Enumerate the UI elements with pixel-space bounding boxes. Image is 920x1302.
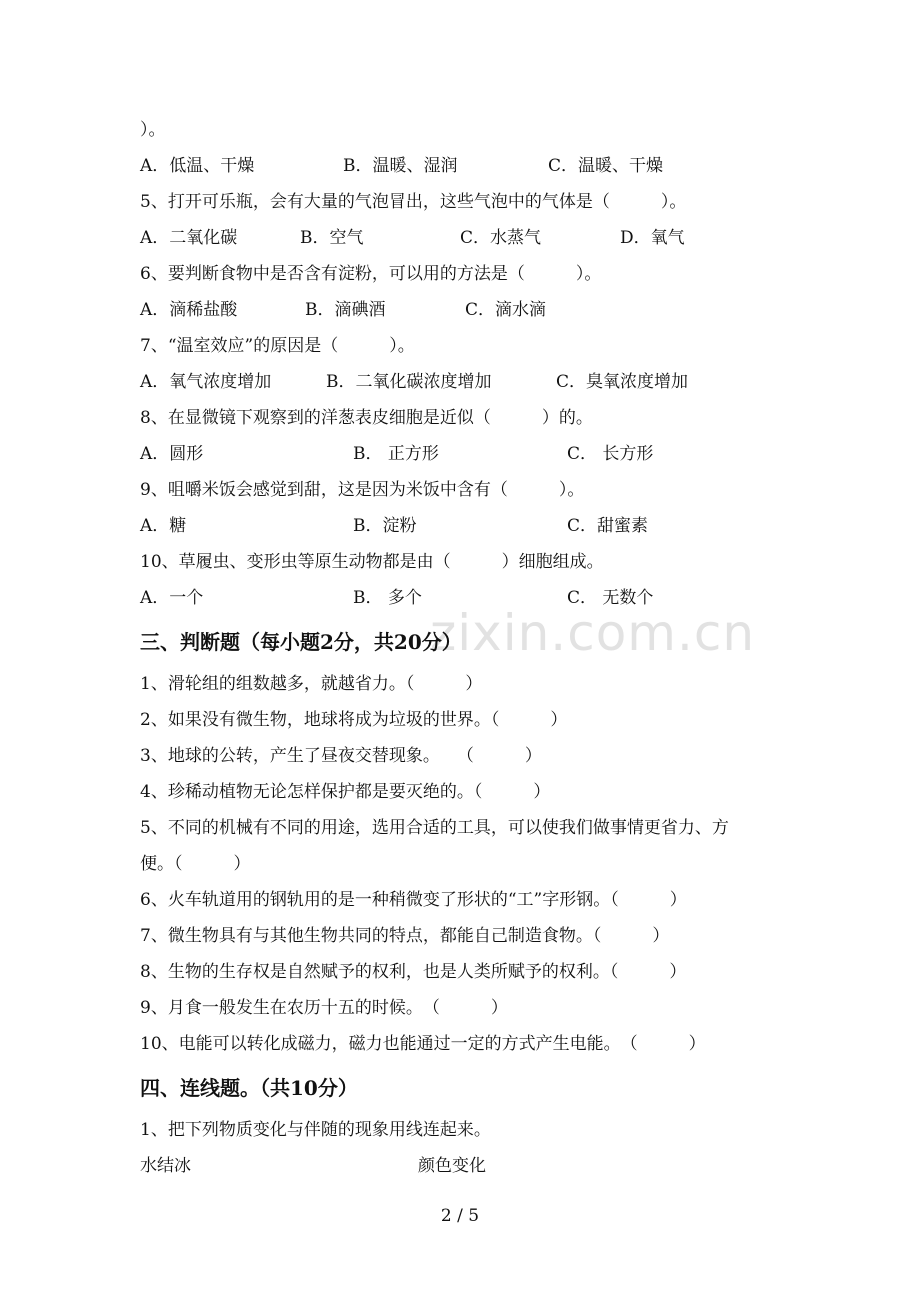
q9-option-b: B．淀粉 — [353, 516, 417, 536]
judgement-item-8: 8、生物的生存权是自然赋予的权利，也是人类所赋予的权利。（ ） — [140, 962, 687, 982]
q7-option-a: A．氧气浓度增加 — [140, 372, 272, 392]
q10-option-c: C． 无数个 — [567, 588, 654, 608]
judgement-item-3: 3、地球的公转，产生了昼夜交替现象。 （ ） — [140, 746, 542, 766]
question-5: 5、打开可乐瓶，会有大量的气泡冒出，这些气泡中的气体是（ ）。 — [140, 192, 687, 212]
question-8: 8、在显微镜下观察到的洋葱表皮细胞是近似（ ）的。 — [140, 408, 593, 428]
q10-option-b: B． 多个 — [353, 588, 422, 608]
q5-option-a: A．二氧化碳 — [140, 228, 238, 248]
judgement-item-4: 4、珍稀动植物无论怎样保护都是要灭绝的。（ ） — [140, 782, 551, 802]
q6-option-a: A．滴稀盐酸 — [140, 300, 238, 320]
matching-right-item: 颜色变化 — [418, 1156, 486, 1176]
q8-option-b: B． 正方形 — [353, 444, 439, 464]
q8-option-c: C． 长方形 — [567, 444, 654, 464]
judgement-item-9: 9、月食一般发生在农历十五的时候。 （ ） — [140, 998, 508, 1018]
judgement-item-5-line-2: 便。（ ） — [140, 854, 251, 874]
judgement-item-7: 7、微生物具有与其他生物共同的特点，都能自己制造食物。（ ） — [140, 926, 670, 946]
q9-option-c: C．甜蜜素 — [567, 516, 649, 536]
section-3-title: 三、判断题（每小题2分，共20分） — [140, 630, 462, 654]
q5-option-d: D．氧气 — [620, 228, 685, 248]
matching-left-item: 水结冰 — [140, 1156, 191, 1176]
q7-option-c: C．臭氧浓度增加 — [556, 372, 689, 392]
judgement-item-10: 10、电能可以转化成磁力，磁力也能通过一定的方式产生电能。 （ ） — [140, 1034, 706, 1054]
q6-option-c: C．滴水滴 — [465, 300, 547, 320]
q5-option-c: C．水蒸气 — [460, 228, 542, 248]
q9-option-a: A．糖 — [140, 516, 187, 536]
judgement-item-2: 2、如果没有微生物，地球将成为垃圾的世界。（ ） — [140, 710, 568, 730]
judgement-item-5-line-1: 5、不同的机械有不同的用途，选用合适的工具，可以使我们做事情更省力、方 — [140, 818, 729, 838]
question-6: 6、要判断食物中是否含有淀粉，可以用的方法是（ ）。 — [140, 264, 602, 284]
question-7: 7、“温室效应”的原因是（ ）。 — [140, 336, 415, 356]
question-9: 9、咀嚼米饭会感觉到甜，这是因为米饭中含有（ ）。 — [140, 480, 585, 500]
q5-option-b: B．空气 — [300, 228, 364, 248]
q4-option-a: A．低温、干燥 — [140, 156, 255, 176]
judgement-item-1: 1、滑轮组的组数越多，就越省力。（ ） — [140, 674, 483, 694]
q8-option-a: A．圆形 — [140, 444, 204, 464]
q4-option-b: B．温暖、湿润 — [343, 156, 458, 176]
q10-option-a: A．一个 — [140, 588, 204, 608]
watermark: zixin.com.cn — [430, 604, 756, 662]
judgement-item-6: 6、火车轨道用的钢轨用的是一种稍微变了形状的“工”字形钢。（ ） — [140, 890, 687, 910]
question-10: 10、草履虫、变形虫等原生动物都是由（ ）细胞组成。 — [140, 552, 604, 572]
matching-question-1: 1、把下列物质变化与伴随的现象用线连起来。 — [140, 1120, 491, 1140]
question-4-end: ）。 — [140, 120, 166, 140]
q6-option-b: B．滴碘酒 — [305, 300, 386, 320]
q4-option-c: C．温暖、干燥 — [548, 156, 664, 176]
page-number: 2 / 5 — [440, 1206, 480, 1226]
q7-option-b: B．二氧化碳浓度增加 — [326, 372, 492, 392]
section-4-title: 四、连线题。（共10分） — [140, 1076, 358, 1100]
